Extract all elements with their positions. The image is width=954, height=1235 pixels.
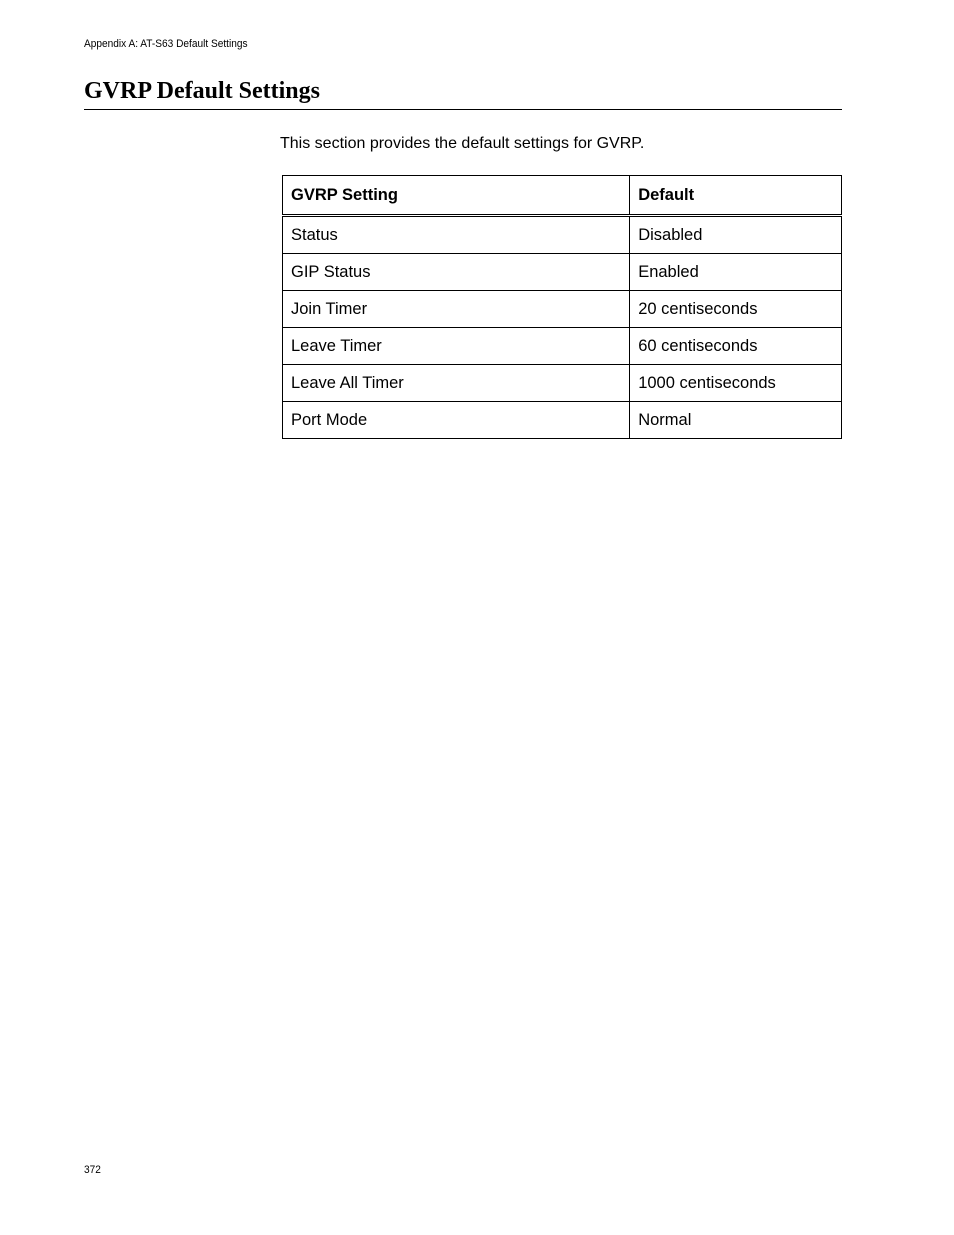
- setting-cell: Status: [283, 216, 630, 254]
- title-rule: [84, 109, 842, 110]
- table-row: [283, 291, 842, 328]
- setting-cell: Port Mode: [283, 402, 630, 439]
- table-row: [283, 402, 842, 439]
- section-title: GVRP Default Settings: [84, 78, 320, 104]
- running-header: Appendix A: AT-S63 Default Settings: [84, 38, 248, 50]
- default-cell: Enabled: [630, 254, 842, 291]
- table-row: [283, 328, 842, 365]
- default-cell: 1000 centiseconds: [630, 365, 842, 402]
- table-header-row: [283, 176, 842, 216]
- page-number: 372: [84, 1164, 101, 1176]
- gvrp-settings-table: [282, 175, 842, 439]
- setting-cell: Leave Timer: [283, 328, 630, 365]
- default-cell: Normal: [630, 402, 842, 439]
- setting-cell: GIP Status: [283, 254, 630, 291]
- intro-paragraph: This section provides the default settings for GVRP.: [280, 135, 645, 152]
- column-header-default: Default: [630, 176, 842, 216]
- table-row: [283, 365, 842, 402]
- table-row: [283, 254, 842, 291]
- default-cell: 20 centiseconds: [630, 291, 842, 328]
- table-row: [283, 216, 842, 254]
- column-header-setting: GVRP Setting: [283, 176, 630, 216]
- default-cell: Disabled: [630, 216, 842, 254]
- default-cell: 60 centiseconds: [630, 328, 842, 365]
- setting-cell: Leave All Timer: [283, 365, 630, 402]
- setting-cell: Join Timer: [283, 291, 630, 328]
